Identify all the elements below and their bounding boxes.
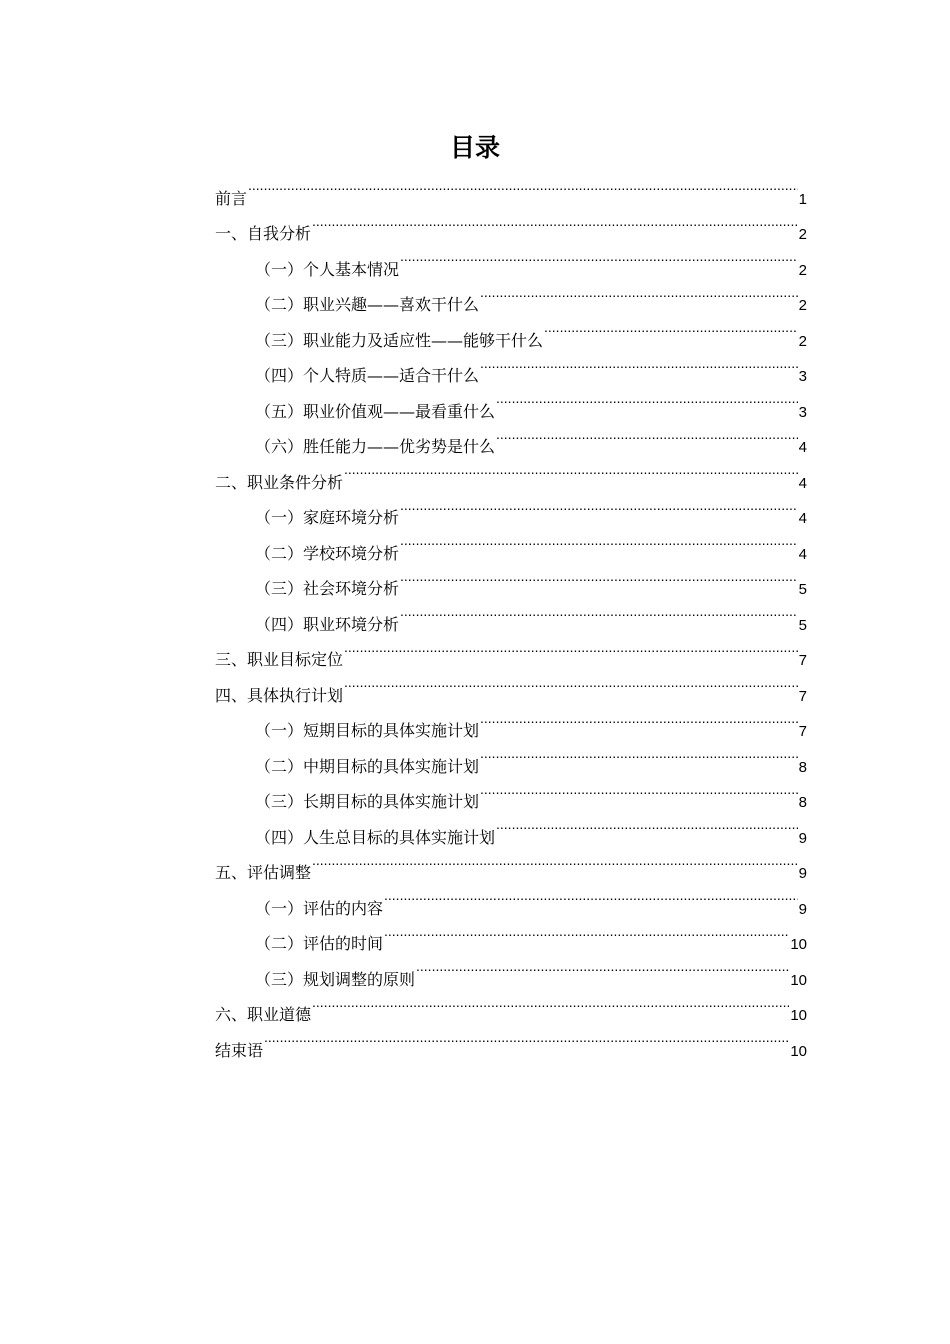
toc-entry[interactable] (215, 168, 807, 208)
toc-entry-page-number: 2 (798, 332, 807, 350)
toc-entry-page-number: 1 (798, 190, 807, 208)
toc-entry-label: （五）职业价值观——最看重什么 (255, 401, 496, 421)
toc-entry-page-number: 2 (798, 261, 807, 279)
toc-entry-label: （一）个人基本情况 (255, 259, 400, 279)
toc-entry-page-number: 4 (798, 439, 807, 456)
toc-entry[interactable] (215, 1020, 807, 1060)
toc-entry-page-number: 10 (790, 936, 807, 953)
toc-entry-label: 三、职业目标定位 (215, 650, 344, 669)
toc-entry-page-number: 7 (798, 687, 807, 705)
toc-dot-leader (384, 914, 789, 950)
toc-entry-label: （二）评估的时间 (255, 934, 384, 953)
toc-dot-leader (400, 523, 798, 559)
toc-dot-leader (400, 559, 798, 595)
toc-dot-leader (344, 452, 798, 488)
toc-entry-page-number: 7 (798, 652, 807, 669)
toc-dot-leader (416, 949, 789, 985)
toc-entry-page-number: 10 (790, 971, 807, 989)
toc-dot-leader (480, 701, 798, 737)
toc-dot-leader (544, 310, 798, 346)
toc-entry-page-number: 10 (790, 1007, 807, 1024)
toc-entry-page-number: 9 (798, 829, 807, 847)
toc-entry-page-number: 10 (790, 1042, 807, 1060)
toc-dot-leader (480, 772, 798, 808)
toc-dot-leader (312, 204, 798, 240)
toc-entry-label: （二）职业兴趣——喜欢干什么 (255, 295, 480, 314)
toc-entry-page-number: 5 (798, 581, 807, 598)
toc-entry-page-number: 8 (798, 758, 807, 776)
toc-dot-leader (400, 239, 798, 275)
toc-entry-label: （一）家庭环境分析 (255, 508, 400, 527)
toc-entry-page-number: 4 (798, 510, 807, 527)
toc-entry-page-number: 9 (798, 865, 807, 882)
toc-dot-leader (400, 594, 798, 630)
toc-entry-label: 结束语 (215, 1040, 264, 1060)
toc-entry-label: 一、自我分析 (215, 224, 312, 243)
toc-dot-leader (312, 843, 798, 879)
toc-entry-page-number: 4 (798, 545, 807, 563)
toc-entry-label: 前言 (215, 188, 248, 208)
toc-entry-page-number: 8 (798, 794, 807, 811)
toc-entry-label: （二）学校环境分析 (255, 543, 400, 563)
toc-dot-leader (496, 807, 798, 843)
toc-dot-leader (344, 630, 798, 666)
toc-entry-page-number: 7 (798, 723, 807, 740)
toc-entry-label: 六、职业道德 (215, 1005, 312, 1024)
toc-entry-page-number: 2 (798, 297, 807, 314)
toc-dot-leader (480, 736, 798, 772)
toc-entry-page-number: 5 (798, 616, 807, 634)
toc-entry-page-number: 4 (798, 474, 807, 492)
toc-entry-label: （三）规划调整的原则 (255, 969, 416, 989)
toc-entry-label: （四）个人特质——适合干什么 (255, 366, 480, 385)
toc-entry-page-number: 3 (798, 368, 807, 385)
toc-dot-leader (496, 417, 798, 453)
toc-entry-label: （三）长期目标的具体实施计划 (255, 792, 480, 811)
toc-entry-label: （四）职业环境分析 (255, 614, 400, 634)
toc-entry-label: （三）社会环境分析 (255, 579, 400, 598)
toc-entry-label: 五、评估调整 (215, 863, 312, 882)
toc-entry-label: （六）胜任能力——优劣势是什么 (255, 437, 496, 456)
toc-entry-label: （二）中期目标的具体实施计划 (255, 756, 480, 776)
toc-dot-leader (248, 168, 798, 204)
toc-dot-leader (384, 878, 798, 914)
toc-entry-label: （四）人生总目标的具体实施计划 (255, 827, 496, 847)
toc-dot-leader (480, 346, 798, 382)
toc-entry-page-number: 9 (798, 900, 807, 918)
toc-entry-label: 二、职业条件分析 (215, 472, 344, 492)
toc-entry-label: （一）短期目标的具体实施计划 (255, 721, 480, 740)
toc-entry-label: （三）职业能力及适应性——能够干什么 (255, 330, 544, 350)
toc-dot-leader (312, 985, 789, 1021)
toc-dot-leader (400, 488, 798, 524)
toc-dot-leader (480, 275, 798, 311)
toc-list (215, 168, 807, 1060)
toc-entry-label: （一）评估的内容 (255, 898, 384, 918)
toc-entry-page-number: 2 (798, 226, 807, 243)
toc-dot-leader (264, 1020, 789, 1056)
toc-dot-leader (344, 665, 798, 701)
toc-entry-page-number: 3 (798, 403, 807, 421)
toc-entry[interactable] (215, 204, 807, 243)
toc-title: 目录 (449, 133, 500, 162)
toc-entry-label: 四、具体执行计划 (215, 685, 344, 705)
toc-dot-leader (496, 381, 798, 417)
